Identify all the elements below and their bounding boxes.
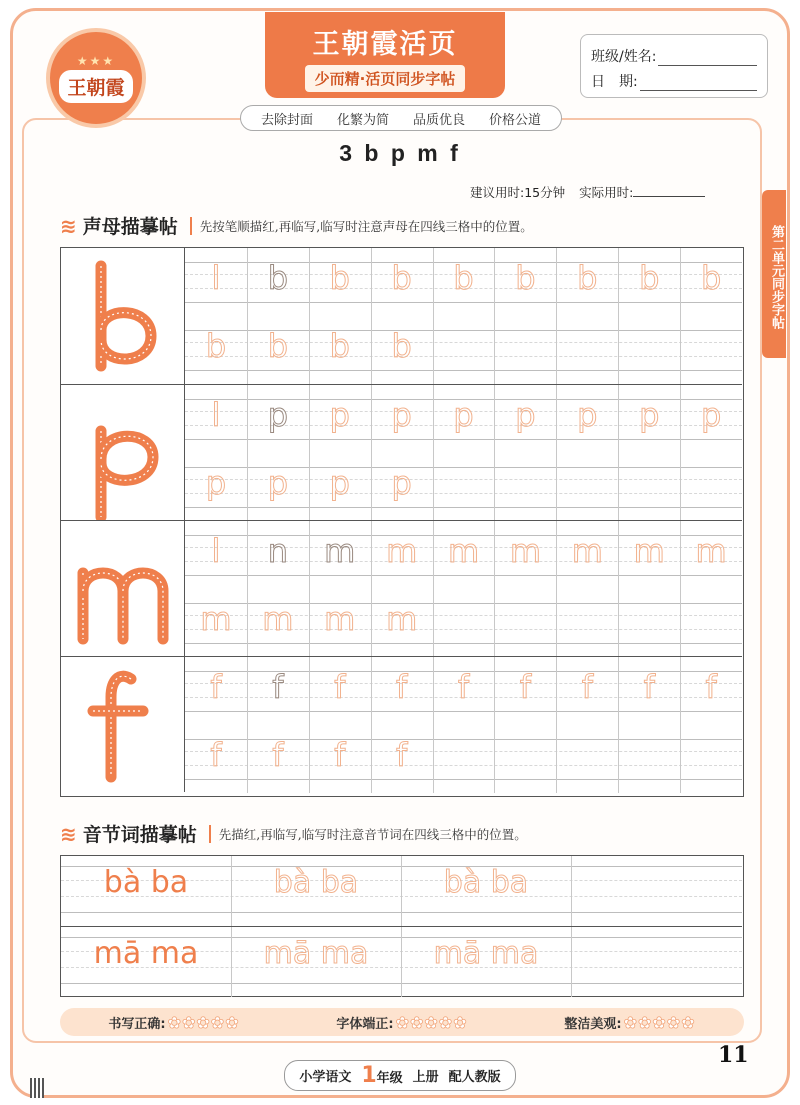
date-row [591,66,757,91]
trace-letter[interactable]: p [391,464,412,502]
trace-word[interactable]: bà ba [273,865,359,900]
date-label: 日 期: [591,74,638,90]
header-banner [265,12,505,98]
trace-letter[interactable]: f [396,736,408,774]
trace-letter[interactable]: b [329,327,350,365]
letter-stroke [123,573,163,639]
brand-subtitle: 少而精·活页同步字帖 [305,65,466,92]
trace-letter[interactable]: m [447,532,480,570]
trace-letter[interactable]: m [386,600,418,638]
student-info-box [580,34,768,98]
trace-letter[interactable]: f [396,668,408,706]
trace-letter[interactable]: b [639,259,660,297]
trace-letter[interactable]: p [639,396,660,434]
four-line-guide [185,302,742,303]
word-row [61,856,742,926]
rating-item [108,1013,239,1032]
trace-letter[interactable]: m [695,532,727,570]
letter-stroke-order-glyph [61,657,185,793]
logo-text: 王朝霞 [59,70,132,103]
cell-divider [571,856,572,926]
rating-label: 书写正确: [108,1016,166,1032]
edition: 配人教版 [448,1070,501,1085]
letter-stroke [83,573,123,639]
page-number: 11 [718,1042,749,1068]
actual-time [579,183,705,201]
slogan: 化繁为简 [336,112,389,128]
brand-title: 王朝霞活页 [312,29,458,60]
trace-letter[interactable]: m [633,532,665,570]
trace-letter[interactable]: l [211,532,221,570]
four-line-guide [185,779,742,780]
flower-rating-icon[interactable]: ✿✿✿✿✿ [167,1012,240,1032]
actual-time-label: 实际用时: [579,185,634,200]
section-title: 音节词描摹帖 [82,824,197,846]
letter-row [61,520,742,656]
suggested-time: 建议用时:15分钟 [470,185,566,200]
four-line-guide [185,439,742,440]
class-name-field[interactable] [658,50,757,66]
model-letter-cell [61,248,185,384]
trace-letter[interactable]: n [267,532,289,570]
practice-area[interactable] [185,521,742,657]
trace-letter[interactable]: m [324,532,356,570]
class-name-row [591,41,757,66]
four-line-guide [185,507,742,508]
rating-item [336,1013,467,1032]
trace-letter[interactable]: f [581,668,593,706]
flower-rating-icon[interactable]: ✿✿✿✿✿ [623,1012,696,1032]
model-letter-cell [61,385,185,520]
letter-stroke-order-glyph [61,385,185,521]
trace-letter[interactable]: m [262,600,294,638]
trace-letter[interactable]: p [329,396,350,434]
waves-icon: ≋ [60,821,77,846]
flower-rating-icon[interactable]: ✿✿✿✿✿ [395,1012,468,1032]
trace-letter[interactable]: b [329,259,350,297]
timing-row [470,183,705,201]
trace-letter[interactable]: b [453,259,474,297]
letter-stroke-order-glyph [61,521,185,657]
barcode-mark [30,1078,44,1098]
term: 上册 [412,1070,439,1085]
four-line-guide [185,575,742,576]
section-initials-header [60,212,533,239]
model-letter-cell [61,521,185,656]
trace-letter[interactable]: p [267,396,289,434]
four-line-guide [185,370,742,371]
trace-letter[interactable]: b [515,259,536,297]
section-divider [209,825,211,843]
section-instruction: 先描红,再临写,临写时注意音节词在四线三格中的位置。 [218,826,527,842]
section-title: 声母描摹帖 [82,216,178,238]
trace-letter[interactable]: f [210,736,222,774]
trace-letter[interactable]: b [205,327,227,365]
trace-letter[interactable]: f [643,668,655,706]
trace-letter[interactable]: b [267,259,289,297]
rating-label: 整洁美观: [564,1016,622,1032]
practice-area[interactable] [185,657,742,793]
four-line-guide [185,643,742,644]
trace-letter[interactable]: f [705,668,717,706]
trace-letter[interactable]: p [577,396,598,434]
trace-letter[interactable]: b [700,259,722,297]
cell-divider [571,927,572,997]
trace-letter[interactable]: f [210,668,222,706]
trace-letter[interactable]: m [324,600,356,638]
trace-letter[interactable]: b [577,259,598,297]
slogan: 品质优良 [412,112,465,128]
word-row [61,926,742,996]
practice-area[interactable] [185,385,742,521]
trace-letter[interactable]: p [205,464,227,502]
logo-stars-icon: ★★★ [76,53,116,68]
trace-letter[interactable]: b [391,259,412,297]
trace-letter[interactable]: m [571,532,603,570]
grade-label: 年级 [376,1071,403,1086]
trace-word[interactable]: mā ma [433,936,539,971]
section-syllables-header [60,820,527,847]
practice-area[interactable] [185,248,742,384]
four-line-guide [185,711,742,712]
trace-letter[interactable]: p [700,396,722,434]
date-field[interactable] [640,75,757,91]
subject: 小学语文 [299,1070,352,1085]
letter-stroke-order-glyph [61,248,185,384]
trace-letter[interactable]: p [391,396,412,434]
grade-number: 1 [361,1063,377,1088]
letter-row [61,656,742,792]
trace-word[interactable]: bà ba [443,865,529,900]
trace-letter[interactable]: f [457,668,470,706]
lesson-title: 3 b p m f [339,140,461,166]
letter-tracing-grid [60,247,744,797]
trace-letter[interactable]: p [515,396,536,434]
trace-letter[interactable]: f [272,736,284,774]
model-word: bà ba [103,865,189,900]
trace-letter[interactable]: f [334,736,346,774]
letter-stroke [111,676,131,777]
section-divider [190,217,192,235]
letter-stroke [101,436,153,480]
trace-letter[interactable]: p [453,396,474,434]
trace-letter[interactable]: l [211,396,221,434]
trace-letter[interactable]: m [200,600,232,638]
class-name-label: 班级/姓名: [591,49,657,65]
trace-word[interactable]: mā ma [263,936,369,971]
unit-side-tab: 第二单元同步字帖 [762,190,786,358]
slogan: 去除封面 [260,112,313,128]
trace-letter[interactable]: f [519,668,532,706]
model-word: mā ma [93,936,199,971]
trace-letter[interactable]: l [211,259,221,297]
trace-letter[interactable]: p [267,464,289,502]
word-tracing-grid [60,855,744,997]
letter-row [61,384,742,520]
trace-letter[interactable]: m [386,532,418,570]
trace-letter[interactable]: f [334,668,346,706]
trace-letter[interactable]: p [329,464,350,502]
rating-item [564,1013,695,1032]
slogan: 价格公道 [488,112,541,128]
trace-letter[interactable]: b [267,327,289,365]
model-letter-cell [61,657,185,792]
trace-letter[interactable]: m [509,532,542,570]
brand-logo [46,28,146,128]
rating-bar [60,1008,744,1036]
letter-row [61,248,742,384]
waves-icon: ≋ [60,213,77,238]
trace-letter[interactable]: b [391,327,412,365]
trace-letter[interactable]: f [272,668,284,706]
actual-time-field[interactable] [633,196,705,197]
book-info-pill [284,1060,515,1091]
footer [0,1060,800,1091]
slogan-bar [240,105,562,131]
rating-label: 字体端正: [336,1016,394,1032]
section-instruction: 先按笔顺描红,再临写,临写时注意声母在四线三格中的位置。 [199,218,533,234]
